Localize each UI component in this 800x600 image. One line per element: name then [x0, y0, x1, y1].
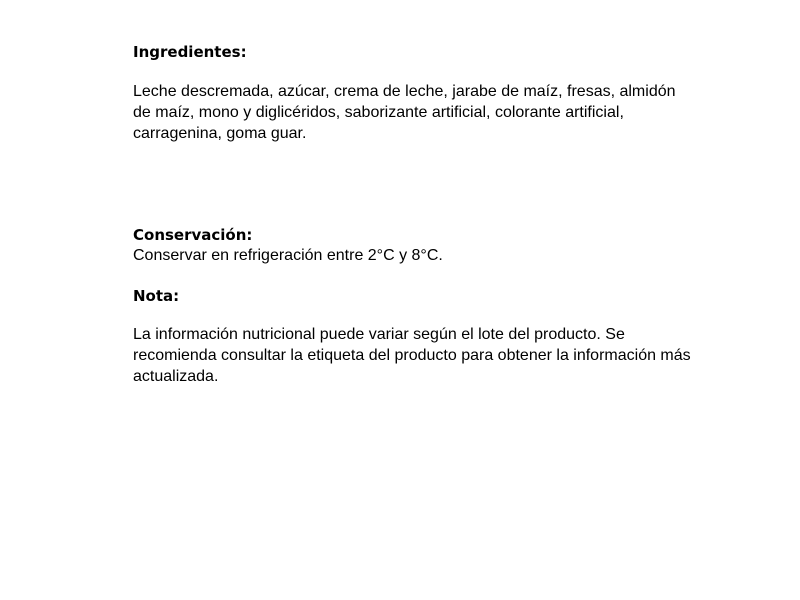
ingredients-heading: Ingredientes: — [133, 43, 247, 61]
note-text: La información nutricional puede variar según el lote del producto. Se recomienda consultar la etiqueta del producto para obtener la información más actualizada. — [133, 326, 691, 385]
note-heading: Nota: — [133, 287, 180, 305]
storage-text: Conservar en refrigeración entre 2°C y 8°C. — [133, 247, 443, 264]
ingredients-text: Leche descremada, azúcar, crema de leche, jarabe de maíz, fresas, almidón de maíz, mono y diglicéridos, saborizante artificial, colorante artificial, carragenina, goma guar. — [133, 83, 676, 142]
storage-heading: Conservación: — [133, 226, 253, 244]
